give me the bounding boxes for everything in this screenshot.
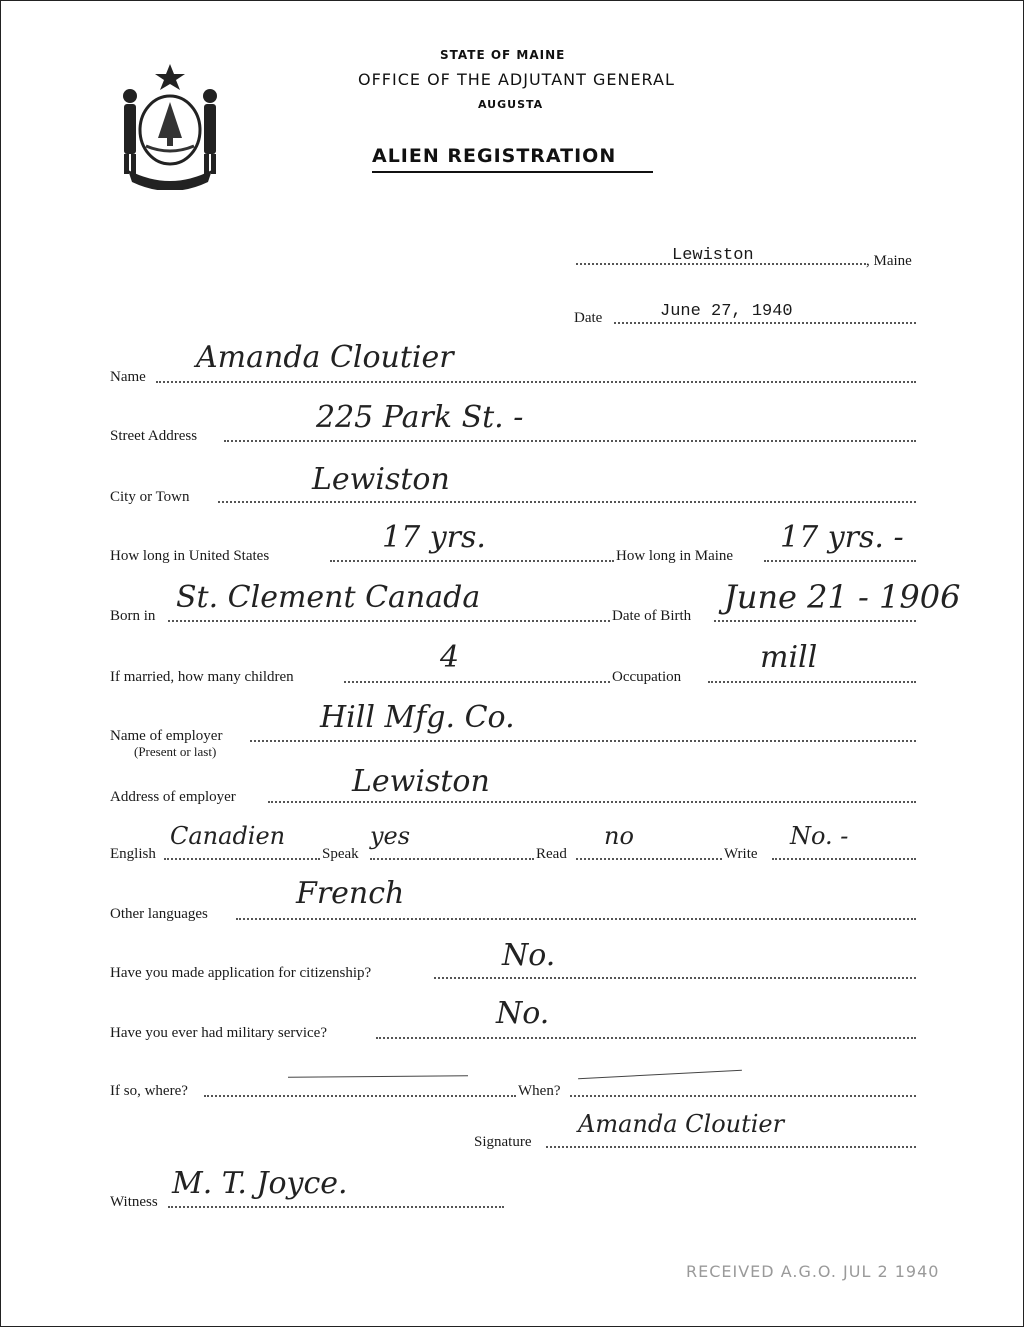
name-label: Name [110,369,146,385]
occupation-label: Occupation [612,669,682,685]
citizenship-label: Have you made application for citizenship? [110,965,372,981]
witness-label: Witness [110,1194,158,1210]
english-value: Canadien [170,822,286,850]
english-label: English [110,846,156,862]
office-heading: OFFICE OF THE ADJUTANT GENERAL [358,70,675,89]
street-label: Street Address [110,428,198,444]
street-value: 225 Park St. - [316,400,524,435]
born-in-value: St. Clement Canada [176,580,481,615]
us-duration-value: 17 yrs. [382,520,486,555]
form-title: ALIEN REGISTRATION [372,145,617,167]
other-languages-value: French [296,876,405,911]
signature-value: Amanda Cloutier [578,1110,785,1138]
speak-value: yes [370,822,411,850]
maine-duration-value: 17 yrs. - [780,520,904,555]
maine-state-seal-icon [114,60,226,190]
date-value: June 27, 1940 [660,302,793,321]
employer-value: Hill Mfg. Co. [320,700,515,735]
citizenship-value: No. [502,938,556,973]
city-label: City or Town [110,489,190,505]
occupation-value: mill [760,640,818,675]
when-label: When? [518,1083,561,1099]
dob-value: June 21 - 1906 [724,578,961,616]
state-heading: STATE OF MAINE [440,48,566,62]
write-label: Write [724,846,758,862]
dob-label: Date of Birth [612,608,692,624]
other-languages-label: Other languages [110,906,208,922]
where-label: If so, where? [110,1083,188,1099]
location-value: Lewiston [672,246,754,265]
military-label: Have you ever had military service? [110,1025,327,1041]
location-suffix: , Maine [866,253,912,269]
read-value: no [604,822,634,850]
write-value: No. - [790,822,849,850]
children-label: If married, how many children [110,669,294,685]
city-value: Lewiston [312,462,450,497]
maine-duration-label: How long in Maine [616,548,734,564]
city-heading: AUGUSTA [478,98,544,111]
witness-value: M. T. Joyce. [172,1166,348,1201]
read-label: Read [536,846,567,862]
born-in-label: Born in [110,608,156,624]
employer-address-value: Lewiston [352,764,490,799]
employer-sublabel: (Present or last) [134,744,217,759]
signature-label: Signature [474,1134,532,1150]
children-value: 4 [440,640,460,675]
employer-address-label: Address of employer [110,789,236,805]
military-value: No. [496,996,550,1031]
received-stamp: RECEIVED A.G.O. JUL 2 1940 [686,1262,940,1281]
speak-label: Speak [322,846,359,862]
name-value: Amanda Cloutier [196,340,454,375]
date-label: Date [574,310,603,326]
us-duration-label: How long in United States [110,548,270,564]
employer-label: Name of employer [110,728,223,744]
title-underline [372,171,653,173]
